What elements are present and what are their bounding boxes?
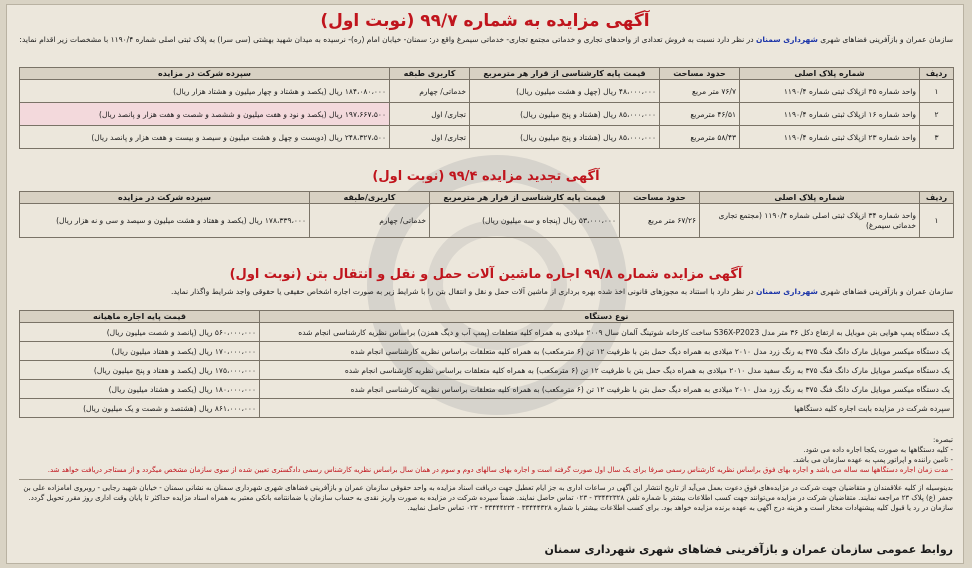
newspaper-page xyxy=(6,4,964,564)
table-row: ۱ واحد شماره ۳۵ ازپلاک ثبتی شماره ۱۱۹۰/۴ ۷۶/۷ متر مربع ۴۸،۰۰۰،۰۰۰ ریال (چهل و هشت میلیون ریال) خدماتی/ چهارم ۱۸۴،۰۸۰،۰۰۰ ریال (یکصد و هشتاد و چهار میلیون و هشتاد هزار ریال) xyxy=(20,80,954,103)
table-header-row xyxy=(20,311,954,323)
table-header-row xyxy=(20,192,954,204)
ad2-title: آگهی تجدید مزایده ۹۹/۴ (نوبت اول) xyxy=(372,169,600,184)
header-cell: نوع دستگاه xyxy=(260,311,954,323)
table-row: ۲ واحد شماره ۱۶ ازپلاک ثبتی شماره ۱۱۹۰/۴ ۴۶/۵۱ مترمربع ۸۵،۰۰۰،۰۰۰ ریال (هشتاد و پنج میلیون ریال) تجاری/ اول ۱۹۷،۶۶۷،۵۰۰ ریال (یکصد و نود و هفت میلیون و ششصد و شصت و هفت هزار و پانصد ریال) xyxy=(20,103,954,126)
header-cell: قیمت پایه کارشناسی از قرار هر مترمربع xyxy=(470,68,660,80)
note-item: - کلیه دستگاهها به صورت یکجا اجاره داده می شود. xyxy=(803,446,953,454)
ad3-intro: سازمان عمران و بازآفرینی فضاهای شهری شهرداری سمنان در نظر دارد با استناد به مجوزهای قانونی اخذ شده بهره برداری از ماشین آلات حمل و نقل و انتقال بتن را با شرایط زیر به صورت اجاره اشخاص حقیقی یا حقوقی واجد شرایط واگذار نماید. xyxy=(170,287,953,296)
note-item: - تامین راننده و اپراتور پمپ به عهده سازمان می باشد. xyxy=(793,456,953,464)
table-row: یک دستگاه میکسر موبایل مارک دانگ فنگ ۳۷۵ به رنگ زرد مدل ۲۰۱۰ میلادی به همراه دیگ حمل بتن با ظرفیت ۱۲ تن (۶ مترمکعب) به همراه کلیه متعلقات براساس نظریه کارشناسی انجام شده ۱۷۰،۰۰۰،۰۰۰ ریال (یکصد و هفتاد میلیون ریال) xyxy=(20,342,954,361)
notes-section xyxy=(19,435,953,475)
header-cell: ردیف xyxy=(920,68,954,80)
header-cell: کاربری طبقه xyxy=(390,68,470,80)
header-cell: کاربری/طبقه xyxy=(310,192,430,204)
ad1-table xyxy=(19,67,954,149)
note-item: - مدت زمان اجاره دستگاهها سه ساله می باشد و اجاره بهای فوق براساس نظریه کارشناس رسمی صرفا برای یک سال اول صورت گرفته است و اجاره بهای سالهای دوم و سوم در همان سال براساس نظریه کارشناس رسمی دادگستری تعیین شده از سوی سازمان مشخص میگردد و از مستاجر دریافت خواهد شد. xyxy=(47,466,953,474)
header-cell: ردیف xyxy=(920,192,954,204)
header-cell: حدود مساحت xyxy=(660,68,740,80)
table-row: یک دستگاه میکسر موبایل مارک دانگ فنگ ۳۷۵ به رنگ سفید مدل ۲۰۱۰ میلادی به همراه دیگ حمل بتن با ظرفیت ۱۲ تن (۶ مترمکعب) به همراه کلیه متعلقات براساس نظریه کارشناسی انجام شده ۱۷۵،۰۰۰،۰۰۰ ریال (یکصد و هفتاد و پنج میلیون ریال) xyxy=(20,361,954,380)
signature: روابط عمومی سازمان عمران و بازآفرینی فضاهای شهری شهرداری سمنان xyxy=(544,543,953,556)
table-row: ۳ واحد شماره ۲۳ ازپلاک ثبتی شماره ۱۱۹۰/۴ ۵۸/۴۳ مترمربع ۸۵،۰۰۰،۰۰۰ ریال (هشتاد و پنج میلیون ریال) تجاری/ اول ۲۴۸،۳۲۷،۵۰۰ ریال (دویست و چهل و هشت میلیون و سیصد و بیست و هفت هزار و پانصد ریال) xyxy=(20,126,954,149)
header-cell: شماره پلاک اصلی xyxy=(700,192,920,204)
header-cell: حدود مساحت xyxy=(620,192,700,204)
header-cell: قیمت پایه اجاره ماهیانه xyxy=(20,311,260,323)
table-row: ۱ واحد شماره ۳۴ ازپلاک ثبتی اصلی شماره ۱۱۹۰/۴ (مجتمع تجاری خدماتی سیمرغ) ۶۷/۲۶ متر مربع ۵۳،۰۰۰،۰۰۰ ریال (پنجاه و سه میلیون ریال) خدماتی/ چهارم ۱۷۸،۳۳۹،۰۰۰ ریال (یکصد و هفتاد و هشت میلیون و سیصد و سی و نه هزار ریال) xyxy=(20,204,954,238)
header-cell: سپرده شرکت در مزایده xyxy=(20,68,390,80)
table-header-row xyxy=(20,68,954,80)
header-cell: سپرده شرکت در مزایده xyxy=(20,192,310,204)
ad3-table xyxy=(19,310,954,418)
footer-text: بدینوسیله از کلیه علاقمندان و متقاضیان جهت شرکت در مزایده‌های فوق دعوت بعمل می‌آید از تاریخ انتشار این آگهی در ساعات اداری به جز ایام تعطیل جهت دریافت اسناد مزایده به واحد حقوقی سازمان عمران و بازآفرینی فضاهای شهری شهرداری سمنان به نشانی سمنان - خیابان شهید رجایی - روبروی امامزاده علی بن جعفر (ع) پلاک ۲۳ مراجعه نمایند. متقاضیان شرکت در مزایده می‌توانند جهت کسب اطلاعات بیشتر با شماره تلفن ۳۳۴۴۲۳۲۸ - ۰۲۳ تماس حاصل نمایند. ضمناً سپرده شرکت در مزایده به صورت واریز نقدی به حساب سازمان یا ضمانتنامه بانکی معتبر به همراه اسناد مزایده حداکثر تا پایان وقت اداری روز مقرر تحویل گردد. سازمان در رد یا قبول کلیه پیشنهادات مختار است و هزینه درج آگهی به عهده برنده مزایده خواهد بود. برای کسب اطلاعات بیشتر با شماره ۳۳۴۴۴۳۲۸ - ۳۳۴۴۴۲۲۴ - ۰۲۳ تماس حاصل نمایید. xyxy=(19,479,953,539)
ad3-title: آگهی مزایده شماره ۹۹/۸ اجاره ماشین آلات حمل و نقل و انتقال بتن (نوبت اول) xyxy=(229,267,743,282)
table-row: یک دستگاه پمپ هوایی بتن موبایل به ارتفاع دکل ۳۶ متر مدل S36X-P2023 ساخت کارخانه شوتینگ آلمان سال ۲۰۰۹ میلادی به همراه کلیه متعلقات (پمپ آب و دیگ همزن) براساس نظریه کارشناسی انجام شده ۵۶۰،۰۰۰،۰۰۰ ریال (پانصد و شصت میلیون ریال) xyxy=(20,323,954,342)
ad1-title: آگهی مزایده به شماره ۹۹/۷ (نوبت اول) xyxy=(320,11,650,31)
table-row: سپرده شرکت در مزایده بابت اجاره کلیه دستگاهها ۸۶۱،۰۰۰،۰۰۰ ریال (هشتصد و شصت و یک میلیون ریال) xyxy=(20,399,954,418)
table-row: یک دستگاه میکسر موبایل مارک دانگ فنگ ۳۷۵ به رنگ زرد مدل ۲۰۱۰ میلادی به همراه دیگ حمل بتن با ظرفیت ۱۲ تن (۶ مترمکعب) به همراه کلیه متعلقات براساس نظریه کارشناسی انجام شده ۱۸۰،۰۰۰،۰۰۰ ریال (یکصد و هشتاد میلیون ریال) xyxy=(20,380,954,399)
header-cell: قیمت پایه کارشناسی از قرار هر مترمربع xyxy=(430,192,620,204)
header-cell: شماره پلاک اصلی xyxy=(740,68,920,80)
ad1-intro: سازمان عمران و بازآفرینی فضاهای شهری شهرداری سمنان در نظر دارد نسبت به فروش تعدادی از واحدهای تجاری و خدماتی مجتمع تجاری- خدماتی سیمرغ واقع در: سمنان- خیابان امام (ره)- نرسیده به میدان شهید بهشتی (سی سرا) به پلاک ثبتی اصلی شماره ۱۱۹۰/۴ با مشخصات زیر اقدام نماید: xyxy=(19,35,953,44)
ad2-table xyxy=(19,191,954,238)
notes-heading: تبصره: xyxy=(932,436,953,444)
